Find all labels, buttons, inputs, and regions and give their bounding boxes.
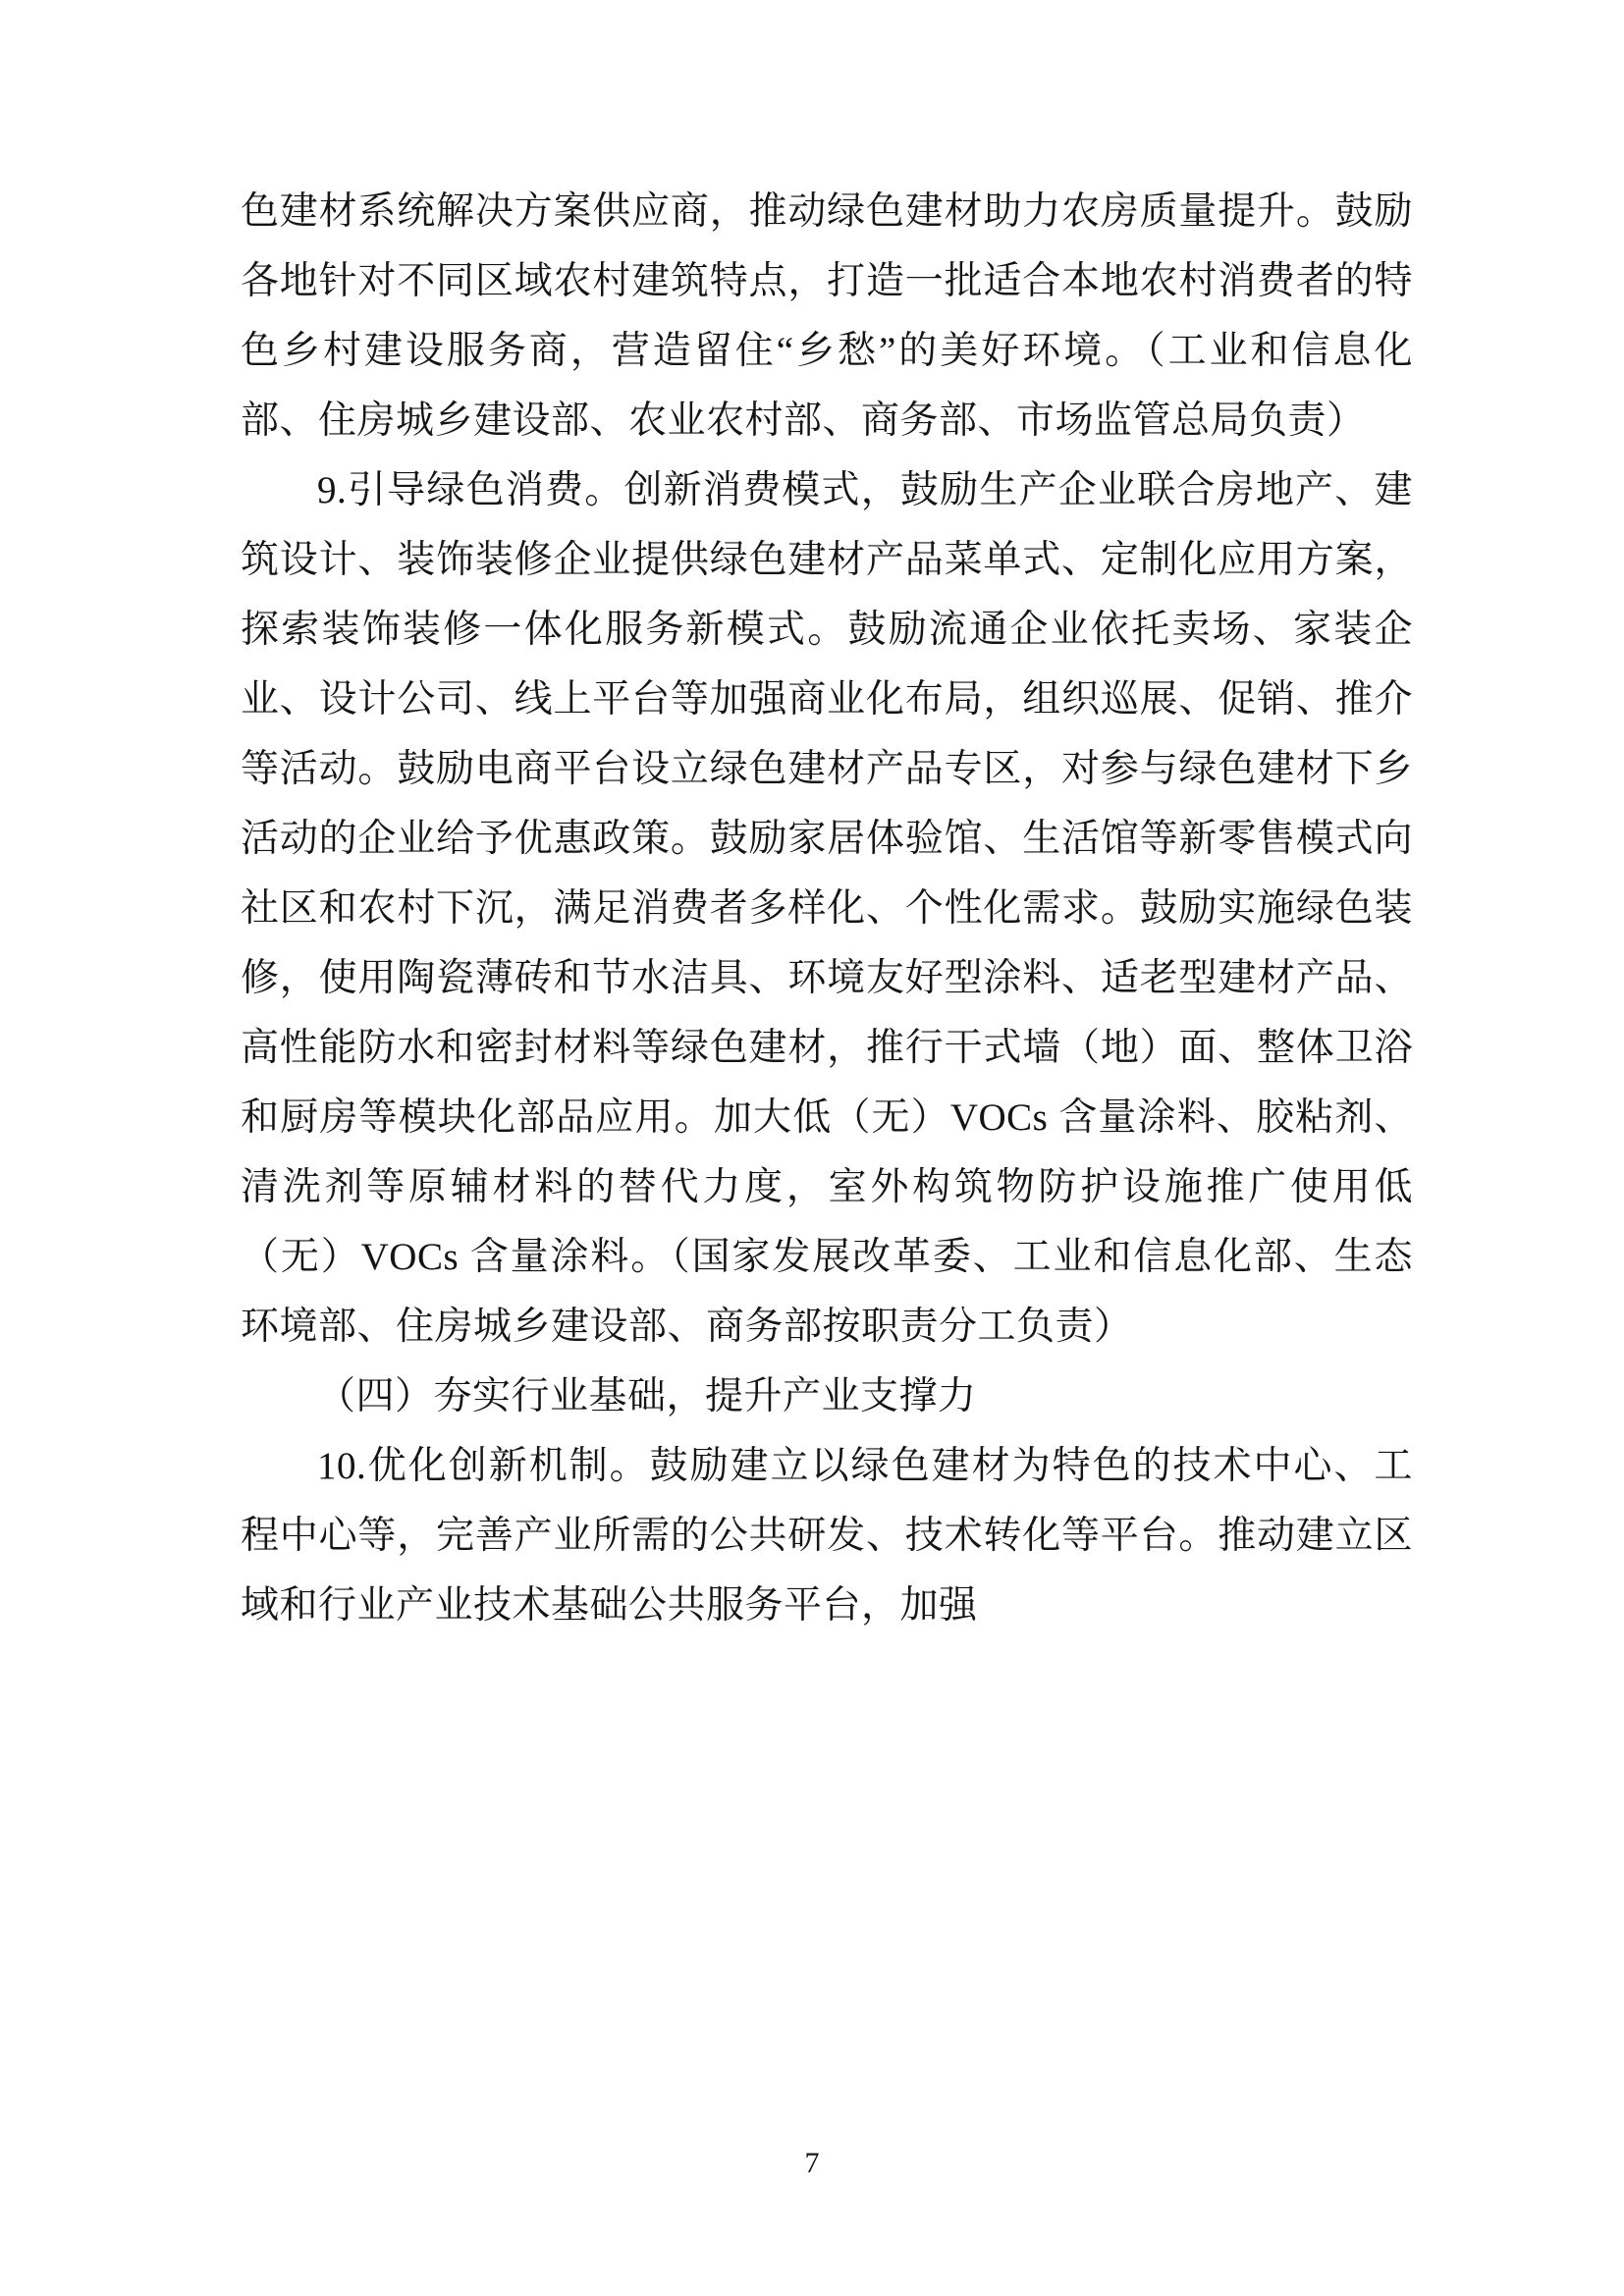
paragraph-item-10-innovation-mechanism: 10.优化创新机制。鼓励建立以绿色建材为特色的技术中心、工程中心等，完善产业所需的公共研发、技术转化等平台。推动建立区域和行业产业技术基础公共服务平台，加强 [241, 1445, 1413, 1627]
paragraph-item-9-green-consumption: 9.引导绿色消费。创新消费模式，鼓励生产企业联合房地产、建筑设计、装饰装修企业提供绿色建材产品菜单式、定制化应用方案，探索装饰装修一体化服务新模式。鼓励流通企业依托卖场、家装企业、设计公司、线上平台等加强商业化布局，组织巡展、促销、推介等活动。鼓励电商平台设立绿色建材产品专区，对参与绿色建材下乡活动的企业给予优惠政策。鼓励家居体验馆、生活馆等新零售模式向社区和农村下沉，满足消费者多样化、个性化需求。鼓励实施绿色装修，使用陶瓷薄砖和节水洁具、环境友好型涂料、适老型建材产品、高性能防水和密封材料等绿色建材，推行干式墙（地）面、整体卫浴和厨房等模块化部品应用。加大低（无）VOCs 含量涂料、胶粘剂、清洗剂等原辅材料的替代力度，室外构筑物防护设施推广使用低（无）VOCs 含量涂料。（国家发展改革委、工业和信息化部、生态环境部、住房城乡建设部、商务部按职责分工负责） [241, 469, 1413, 1348]
document-body [241, 177, 1413, 1640]
paragraph-continued-green-building-materials: 色建材系统解决方案供应商，推动绿色建材助力农房质量提升。鼓励各地针对不同区域农村建筑特点，打造一批适合本地农村消费者的特色乡村建设服务商，营造留住“乡愁”的美好环境。（工业和信息化部、住房城乡建设部、农业农村部、商务部、市场监管总局负责） [241, 190, 1413, 442]
paragraph-section-four-heading: （四）夯实行业基础，提升产业支撑力 [317, 1375, 977, 1417]
page-number: 7 [804, 2147, 820, 2179]
